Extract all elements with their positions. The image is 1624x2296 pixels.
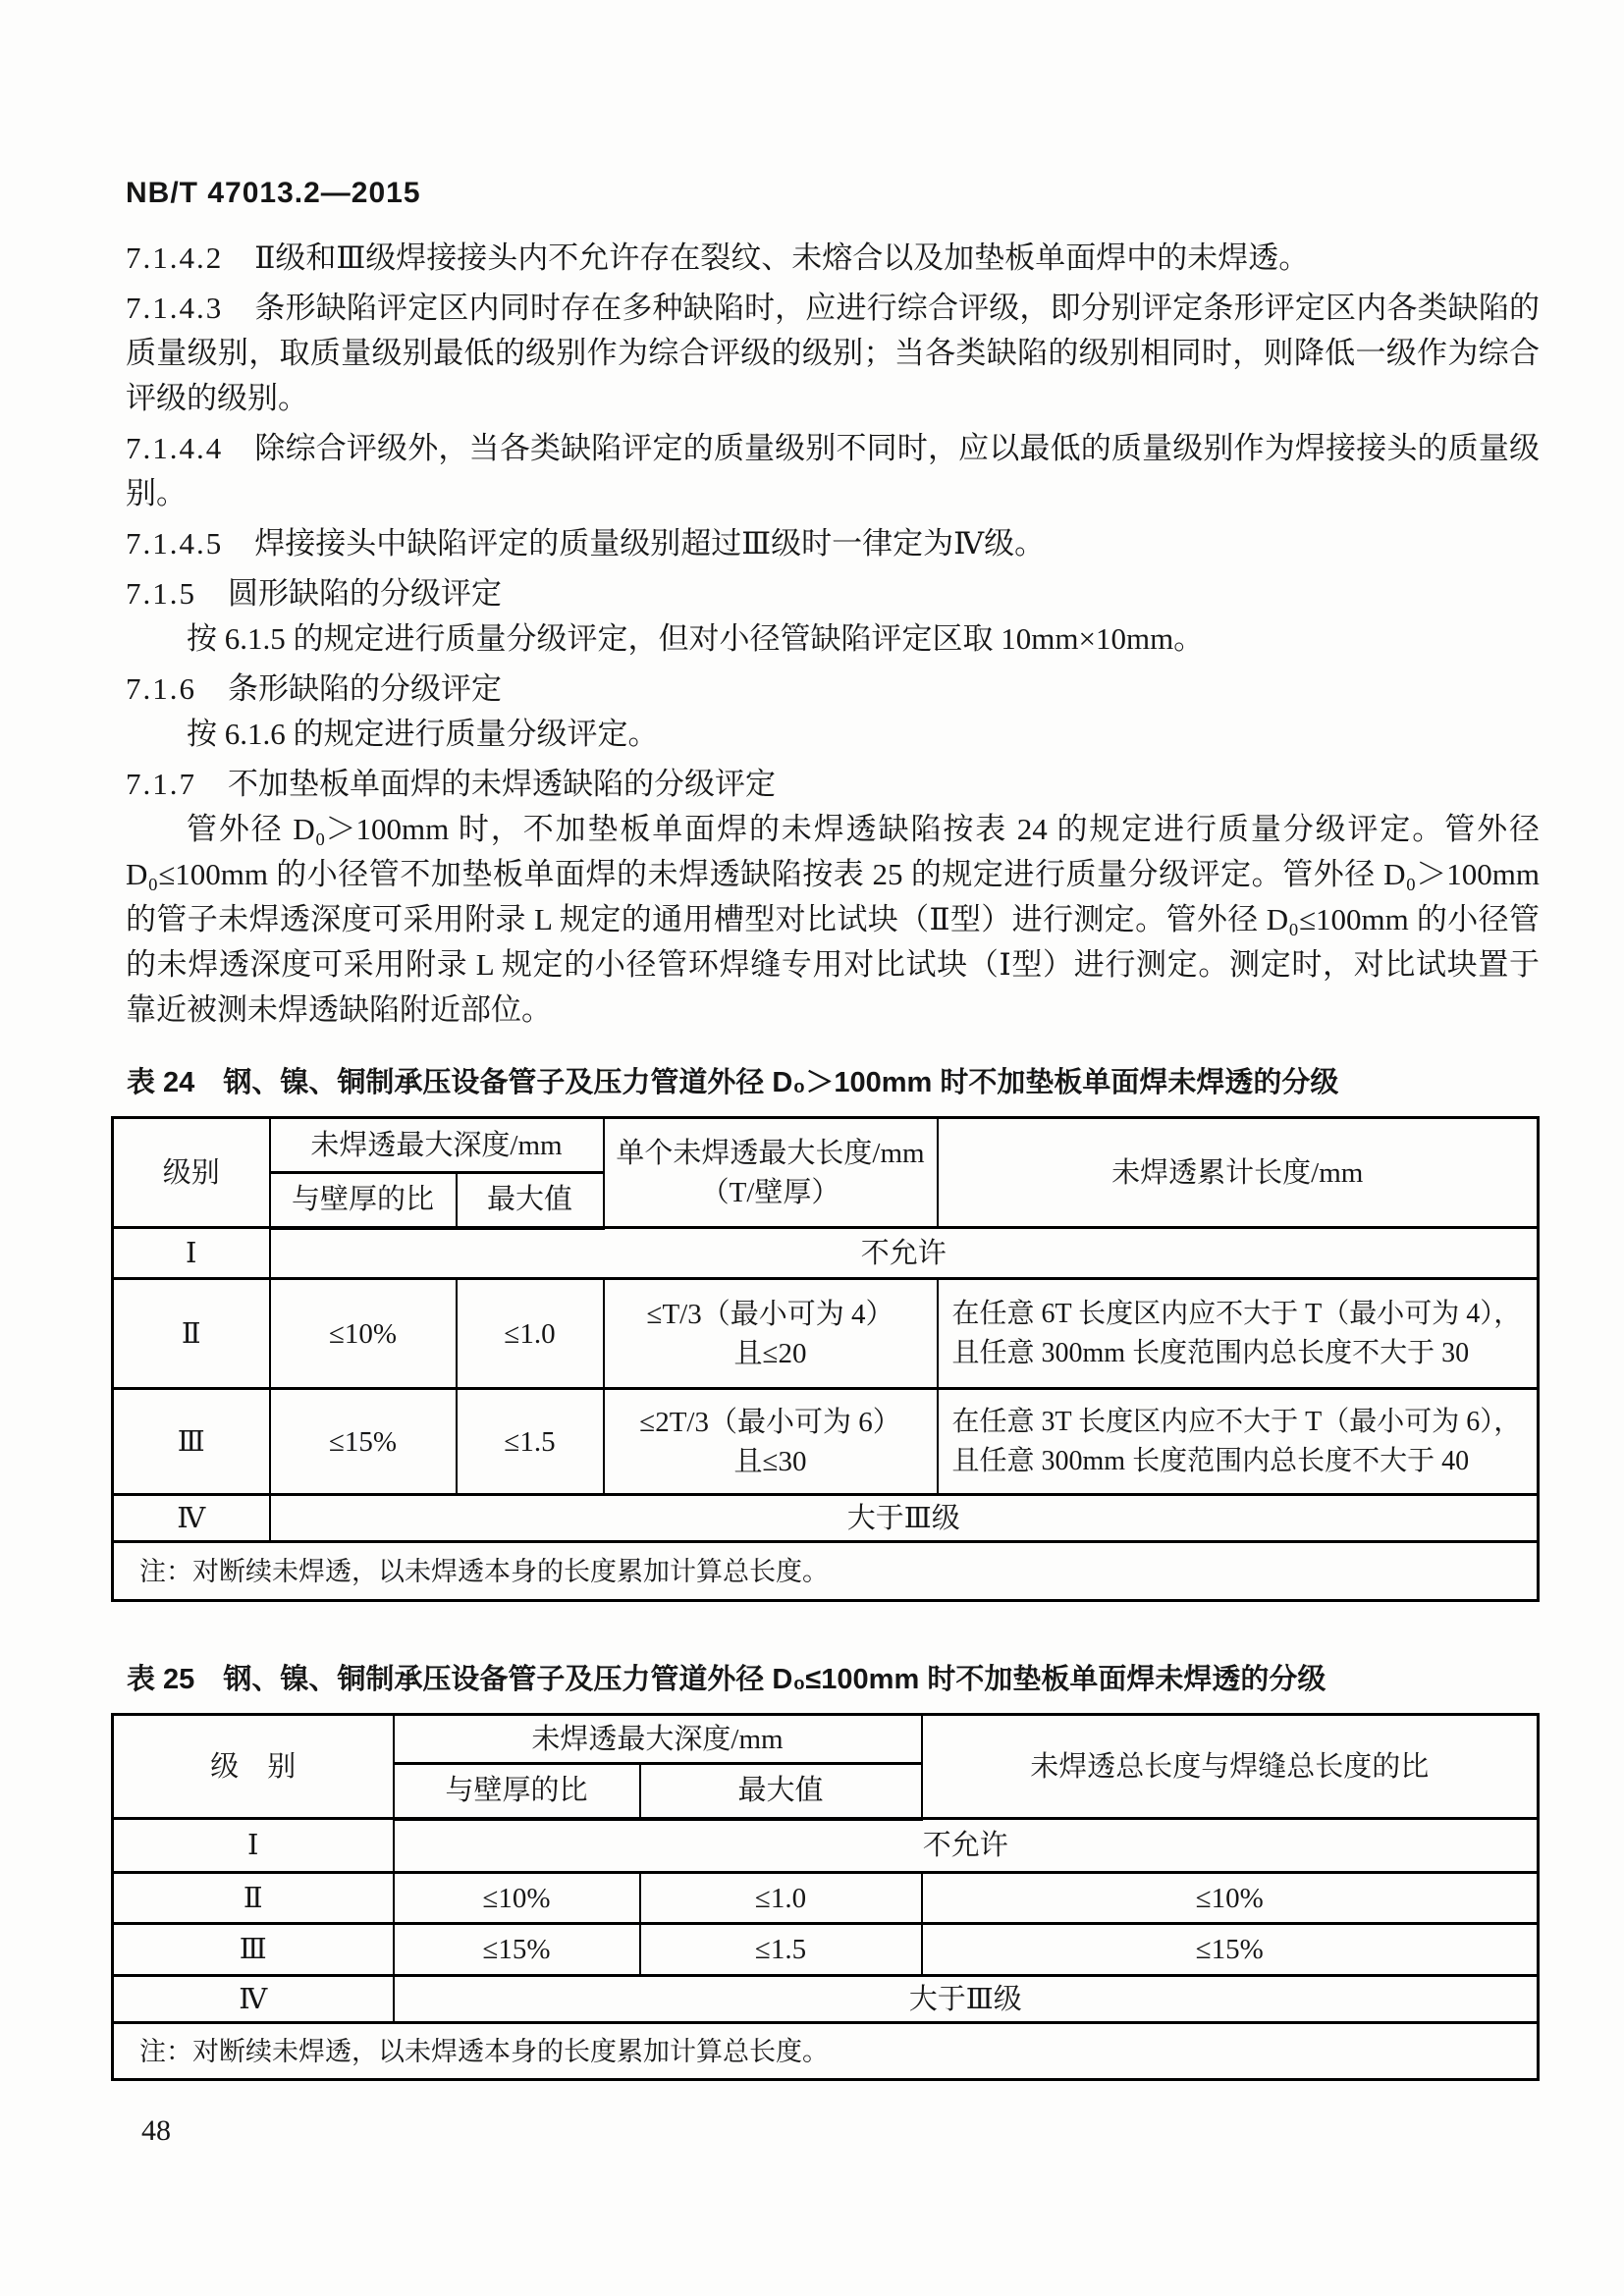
table25-header-length-ratio: 未焊透总长度与焊缝总长度的比 [922, 1715, 1539, 1819]
span-cell: 不允许 [270, 1228, 1539, 1279]
clause-7-1-4-4 [126, 426, 1540, 516]
table25 [111, 1713, 1540, 2081]
table24-header-single-length-line2: （T/壁厚） [700, 1176, 840, 1208]
paragraph-6-1-6-ref: 按 6.1.6 的规定进行质量分级评定。 [187, 717, 659, 751]
table25-header-depth-ratio: 与壁厚的比 [394, 1764, 640, 1819]
clause-text: 焊接接头中缺陷评定的质量级别超过Ⅲ级时一律定为Ⅳ级。 [254, 526, 1046, 561]
table25-header-depth-group: 未焊透最大深度/mm [394, 1715, 922, 1764]
table24-header-single-length-line1: 单个未焊透最大长度/mm [616, 1137, 925, 1169]
length-ratio-cell: ≤10% [922, 1873, 1539, 1924]
level-cell: Ⅳ [113, 1976, 394, 2023]
ratio-cell: ≤10% [394, 1873, 640, 1924]
table24-header-level: 级别 [113, 1118, 270, 1228]
max-cell: ≤1.5 [457, 1389, 604, 1495]
span-cell: 大于Ⅲ级 [394, 1976, 1539, 2023]
clause-number: 7.1.4.5 [126, 526, 224, 561]
level-cell: Ⅰ [113, 1819, 394, 1873]
paragraph-pipe-diameter-rules: 管外径 D₀＞100mm 时，不加垫板单面焊的未焊透缺陷按表 24 的规定进行质量分级评定。管外径 D₀≤100mm 的小径管不加垫板单面焊的未焊透缺陷按表 25 的规定进行质量分级评定。管外径 D₀＞100mm 的管子未焊透深度可采用附录 L 规定的通用槽型对比试块（Ⅱ型）进行测定。管外径 D₀≤100mm 的小径管的未焊透深度可采用附录 L 规定的小径管环焊缝专用对比试块（Ⅰ型）进行测定。测定时，对比试块置于靠近被测未焊透缺陷附近部位。 [126, 812, 1540, 1027]
table24-header-total-length: 未焊透累计长度/mm [938, 1118, 1539, 1228]
ratio-cell: ≤15% [270, 1389, 457, 1495]
clause-7-1-7 [126, 762, 1540, 807]
ratio-cell: ≤15% [394, 1924, 640, 1976]
clause-number: 7.1.4.2 [126, 240, 224, 275]
table24-row-II [113, 1279, 1539, 1389]
clause-7-1-5 [126, 571, 1540, 616]
table25-title: 表 25 钢、镍、铜制承压设备管子及压力管道外径 D₀≤100mm 时不加垫板单面焊未焊透的分级 [127, 1664, 1326, 1695]
clause-number: 7.1.5 [126, 576, 196, 611]
clause-text: Ⅱ级和Ⅲ级焊接接头内不允许存在裂纹、未熔合以及加垫板单面焊中的未焊透。 [254, 240, 1310, 275]
table24-note: 注：对断续未焊透，以未焊透本身的长度累加计算总长度。 [113, 1542, 1539, 1601]
clause-text: 不加垫板单面焊的未焊透缺陷的分级评定 [228, 767, 776, 801]
level-cell: Ⅲ [113, 1924, 394, 1976]
max-cell: ≤1.0 [457, 1279, 604, 1389]
ratio-cell: ≤10% [270, 1279, 457, 1389]
level-cell: Ⅱ [113, 1873, 394, 1924]
clause-number: 7.1.7 [126, 767, 196, 801]
total-length-cell: 在任意 6T 长度区内应不大于 T（最小可为 4），且任意 300mm 长度范围内总长度不大于 30 [938, 1279, 1539, 1389]
level-cell: Ⅳ [113, 1495, 270, 1542]
clause-number: 7.1.4.4 [126, 431, 224, 465]
table25-note: 注：对断续未焊透，以未焊透本身的长度累加计算总长度。 [113, 2023, 1539, 2080]
span-cell: 不允许 [394, 1819, 1539, 1873]
table25-row-II [113, 1873, 1539, 1924]
clause-7-1-4-2 [126, 236, 1540, 281]
table25-row-I [113, 1819, 1539, 1873]
table25-row-III [113, 1924, 1539, 1976]
level-cell: Ⅰ [113, 1228, 270, 1279]
clause-7-1-4-5 [126, 521, 1540, 566]
single-length-line2: 且≤30 [733, 1445, 807, 1477]
table24-note-row [113, 1542, 1539, 1601]
table24-row-I [113, 1228, 1539, 1279]
clause-text: 圆形缺陷的分级评定 [228, 576, 502, 611]
clause-7-1-4-3 [126, 286, 1540, 421]
single-length-line1: ≤T/3（最小可为 4） [646, 1298, 894, 1330]
table25-header-level: 级 别 [113, 1715, 394, 1819]
max-cell: ≤1.0 [640, 1873, 922, 1924]
table24-header-depth-max: 最大值 [457, 1173, 604, 1228]
paragraph-6-1-5-ref: 按 6.1.5 的规定进行质量分级评定，但对小径管缺陷评定区取 10mm×10mm。 [187, 621, 1205, 656]
length-ratio-cell: ≤15% [922, 1924, 1539, 1976]
table24-header-depth-group: 未焊透最大深度/mm [270, 1118, 604, 1173]
clause-text: 条形缺陷评定区内同时存在多种缺陷时，应进行综合评级，即分别评定条形评定区内各类缺陷的质量级别，取质量级别最低的级别作为综合评级的级别；当各类缺陷的级别相同时，则降低一级作为综合评级的级别。 [126, 291, 1540, 415]
clause-number: 7.1.6 [126, 671, 196, 706]
table25-row-IV [113, 1976, 1539, 2023]
table24-title: 表 24 钢、镍、铜制承压设备管子及压力管道外径 D₀＞100mm 时不加垫板单面焊未焊透的分级 [127, 1067, 1339, 1098]
standard-number: NB/T 47013.2—2015 [126, 177, 421, 209]
clause-text: 除综合评级外，当各类缺陷评定的质量级别不同时，应以最低的质量级别作为焊接接头的质量级别。 [126, 431, 1540, 510]
table24-header-depth-ratio: 与壁厚的比 [270, 1173, 457, 1228]
table25-header-depth-max: 最大值 [640, 1764, 922, 1819]
page-number: 48 [141, 2114, 171, 2147]
table24-header-single-length [604, 1118, 938, 1228]
clause-7-1-6 [126, 667, 1540, 712]
table25-note-row [113, 2023, 1539, 2080]
span-cell: 大于Ⅲ级 [270, 1495, 1539, 1542]
single-length-cell [604, 1389, 938, 1495]
single-length-cell [604, 1279, 938, 1389]
total-length-cell: 在任意 3T 长度区内应不大于 T（最小可为 6），且任意 300mm 长度范围内总长度不大于 40 [938, 1389, 1539, 1495]
single-length-line2: 且≤20 [733, 1337, 807, 1369]
max-cell: ≤1.5 [640, 1924, 922, 1976]
clause-text: 条形缺陷的分级评定 [228, 671, 502, 706]
table24-row-IV [113, 1495, 1539, 1542]
table24-row-III [113, 1389, 1539, 1495]
clause-number: 7.1.4.3 [126, 291, 224, 325]
level-cell: Ⅲ [113, 1389, 270, 1495]
single-length-line1: ≤2T/3（最小可为 6） [639, 1406, 901, 1438]
level-cell: Ⅱ [113, 1279, 270, 1389]
table24 [111, 1116, 1540, 1602]
